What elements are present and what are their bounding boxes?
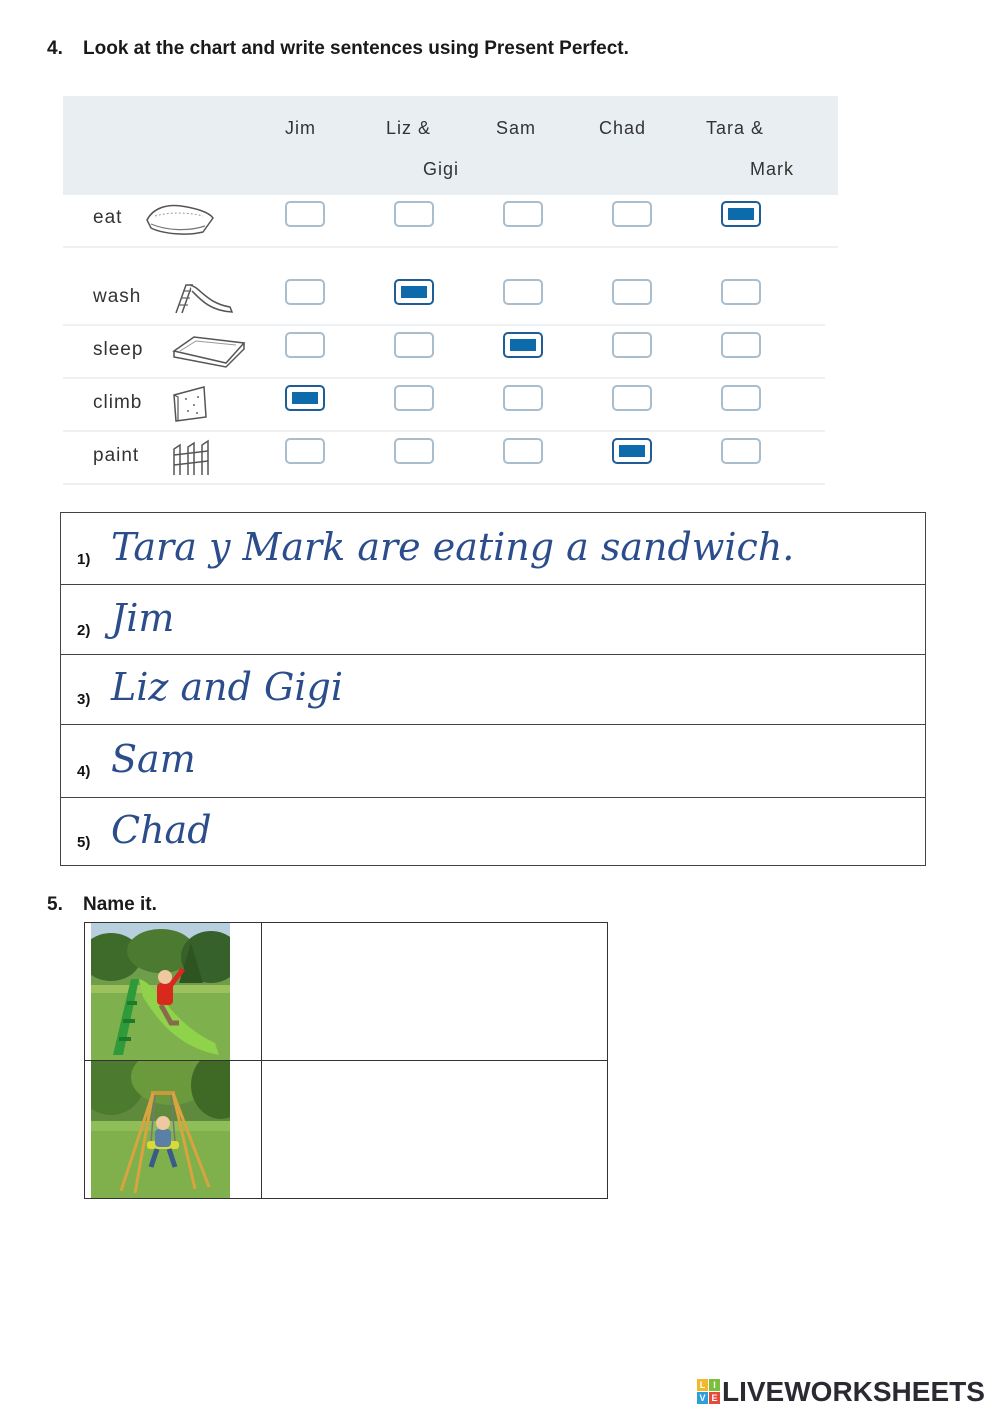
answer-text[interactable]: Tara y Mark are eating a sandwich. <box>111 525 795 569</box>
checkbox-climb-liz-gigi[interactable] <box>394 385 434 411</box>
answer-number: 1) <box>77 551 91 568</box>
section-5-heading <box>47 894 157 916</box>
logo-text: LIVEWORKSHEETS <box>722 1376 985 1407</box>
checkbox-eat-liz-gigi[interactable] <box>394 201 434 227</box>
section-number: 4. <box>47 38 63 59</box>
row-label-paint: paint <box>93 445 140 466</box>
column-header-liz-gigi: Liz & <box>386 118 432 138</box>
answer-text[interactable]: Liz and Gigi <box>111 665 344 709</box>
logo-tiles-icon: L I V E <box>697 1379 721 1405</box>
checkbox-wash-sam[interactable] <box>503 279 543 305</box>
row-label-wash: wash <box>93 286 142 307</box>
answer-number: 5) <box>77 834 91 851</box>
checkbox-wash-liz-gigi[interactable] <box>394 279 434 305</box>
column-header-jim: Jim <box>285 118 316 138</box>
answer-number: 2) <box>77 622 91 639</box>
photo-cell <box>85 1061 262 1198</box>
answer-row[interactable] <box>61 655 925 725</box>
chart-header <box>63 96 838 195</box>
checkbox-sleep-tara-mark[interactable] <box>721 332 761 358</box>
answer-cell[interactable] <box>262 923 608 1060</box>
section-instruction: Look at the chart and write sentences using Present Perfect. <box>83 38 629 59</box>
checkbox-climb-sam[interactable] <box>503 385 543 411</box>
answer-row[interactable] <box>61 725 925 798</box>
checkbox-sleep-chad[interactable] <box>612 332 652 358</box>
checkbox-eat-jim[interactable] <box>285 201 325 227</box>
checkbox-eat-chad[interactable] <box>612 201 652 227</box>
checkbox-paint-sam[interactable] <box>503 438 543 464</box>
column-header-liz-gigi-line2: Gigi <box>423 159 460 179</box>
column-header-sam: Sam <box>496 118 537 138</box>
column-header-chad: Chad <box>599 118 647 138</box>
answer-text[interactable]: Jim <box>111 596 175 640</box>
row-divider <box>63 324 825 326</box>
checkbox-paint-chad[interactable] <box>612 438 652 464</box>
checkbox-climb-chad[interactable] <box>612 385 652 411</box>
wall-icon <box>170 385 212 423</box>
answer-row[interactable] <box>61 798 925 867</box>
fence-icon <box>170 439 214 477</box>
answer-table <box>60 512 926 866</box>
checkbox-sleep-jim[interactable] <box>285 332 325 358</box>
answer-cell[interactable] <box>262 1061 607 1198</box>
checkbox-wash-jim[interactable] <box>285 279 325 305</box>
row-divider <box>63 246 838 248</box>
swing-photo <box>91 1061 230 1198</box>
checkbox-wash-tara-mark[interactable] <box>721 279 761 305</box>
checkbox-sleep-sam[interactable] <box>503 332 543 358</box>
checkbox-eat-sam[interactable] <box>503 201 543 227</box>
checkbox-wash-chad[interactable] <box>612 279 652 305</box>
checkbox-climb-jim[interactable] <box>285 385 325 411</box>
answer-number: 4) <box>77 763 91 780</box>
mattress-icon <box>170 333 248 369</box>
checkbox-paint-liz-gigi[interactable] <box>394 438 434 464</box>
row-divider <box>63 377 825 379</box>
section-instruction: Name it. <box>83 894 157 915</box>
sandwich-icon <box>143 202 217 238</box>
row-divider <box>63 430 825 432</box>
row-divider <box>63 483 825 485</box>
slide-icon <box>170 279 236 315</box>
row-label-climb: climb <box>93 392 143 413</box>
answer-row[interactable] <box>61 513 925 585</box>
column-header-tara-mark: Tara & <box>706 118 765 138</box>
checkbox-climb-tara-mark[interactable] <box>721 385 761 411</box>
photo-cell <box>85 923 262 1060</box>
checkbox-paint-jim[interactable] <box>285 438 325 464</box>
name-it-table <box>84 922 608 1199</box>
name-it-row <box>85 1060 607 1198</box>
answer-text[interactable]: Sam <box>111 737 196 781</box>
row-label-sleep: sleep <box>93 339 144 360</box>
section-4-heading <box>47 38 629 60</box>
slide-photo <box>91 923 230 1060</box>
checkbox-sleep-liz-gigi[interactable] <box>394 332 434 358</box>
section-number: 5. <box>47 894 63 915</box>
liveworksheets-logo <box>697 1376 985 1408</box>
column-header-tara-mark-line2: Mark <box>750 159 794 179</box>
checkbox-paint-tara-mark[interactable] <box>721 438 761 464</box>
answer-number: 3) <box>77 691 91 708</box>
answer-text[interactable]: Chad <box>111 808 212 852</box>
answer-row[interactable] <box>61 585 925 655</box>
checkbox-eat-tara-mark[interactable] <box>721 201 761 227</box>
row-label-eat: eat <box>93 207 123 228</box>
